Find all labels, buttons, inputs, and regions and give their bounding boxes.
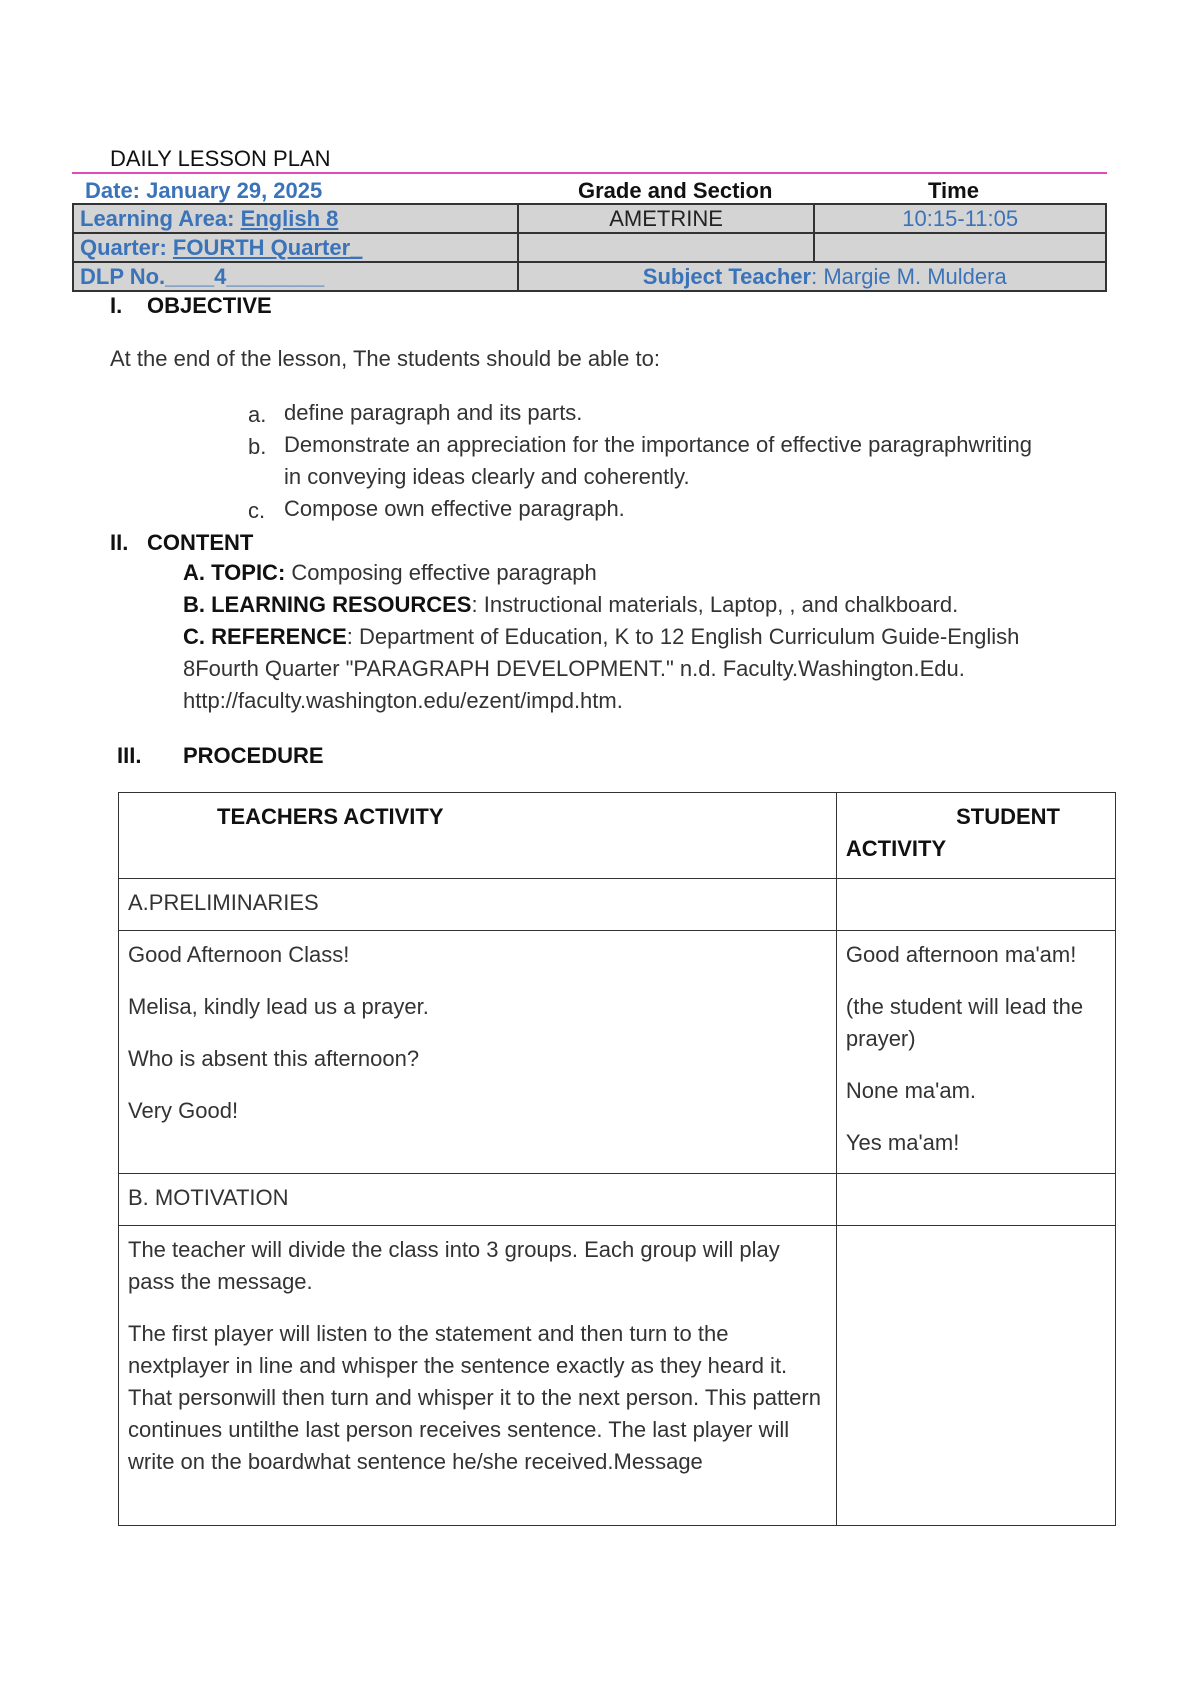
teacher-line: Very Good!: [128, 1098, 239, 1123]
student-header-line1: STUDENT: [956, 804, 1060, 829]
subject-teacher-cell: [518, 262, 1106, 291]
objective-heading: OBJECTIVE: [147, 293, 272, 318]
grade-section-value: AMETRINE: [518, 204, 815, 233]
learning-area-value: English 8: [240, 205, 339, 231]
empty-cell: [836, 879, 1115, 931]
topic-line: [183, 557, 597, 589]
time-value: 10:15-11:05: [814, 204, 1106, 233]
teacher-label: Subject Teacher: [642, 263, 812, 289]
objective-item: define paragraph and its parts.: [284, 400, 583, 425]
reference-line-2: 8Fourth Quarter "PARAGRAPH DEVELOPMENT." n.d. Faculty.Washington.Edu.: [183, 656, 965, 681]
reference-line: [183, 621, 1019, 653]
title-divider: [72, 172, 1107, 174]
student-line: (the student will lead the prayer): [845, 994, 1084, 1051]
motivation-paragraph: The teacher will divide the class into 3 groups. Each group will play pass the message.: [128, 1237, 780, 1294]
teacher-line: Melisa, kindly lead us a prayer.: [128, 994, 429, 1019]
student-line: None ma'am.: [845, 1078, 977, 1103]
objective-intro: At the end of the lesson, The students should be able to:: [110, 346, 660, 371]
objective-item-letter: a.: [248, 402, 267, 427]
reference-label: C. REFERENCE: [183, 624, 347, 649]
grade-section-label: Grade and Section: [578, 178, 773, 203]
motivation-paragraph: The first player will listen to the statement and then turn to the nextplayer in line and whisper the sentence exactly as they heard it. That personwill then turn and whisper it to the next person. This pattern continues untilthe last person receives sentence. The last player will write on the boardwhat sentence he/she received.Message: [128, 1321, 821, 1474]
quarter-prefix: Quarter:: [80, 234, 173, 260]
objective-num: I.: [110, 293, 123, 318]
resources-line: [183, 589, 958, 621]
motivation-label: B. MOTIVATION: [119, 1174, 837, 1226]
student-line: Yes ma'am!: [845, 1130, 960, 1155]
learning-area-cell: [73, 204, 518, 233]
objective-item-letter: c.: [248, 498, 266, 523]
content-heading: CONTENT: [147, 530, 254, 555]
motivation-instructions: [119, 1226, 837, 1526]
empty-cell: [518, 233, 815, 262]
empty-cell: [814, 233, 1106, 262]
time-label: Time: [928, 178, 979, 203]
student-preliminaries: [836, 931, 1115, 1174]
teacher-line: Who is absent this afternoon?: [128, 1046, 420, 1071]
resources-value: : Instructional materials, Laptop, , and chalkboard.: [471, 592, 959, 617]
teacher-line: Good Afternoon Class!: [128, 942, 350, 967]
teachers-activity-header: TEACHERS ACTIVITY: [119, 793, 837, 879]
doc-title: DAILY LESSON PLAN: [110, 146, 331, 171]
dlp-number: DLP No.____4________: [73, 262, 518, 291]
student-line: Good afternoon ma'am!: [845, 942, 1077, 967]
procedure-num: III.: [117, 743, 142, 768]
student-activity-header: [836, 793, 1115, 879]
procedure-heading: PROCEDURE: [183, 743, 324, 768]
procedure-table: [118, 792, 1116, 1526]
learning-area-prefix: Learning Area:: [80, 205, 241, 231]
empty-cell: [836, 1226, 1115, 1526]
teacher-preliminaries: [119, 931, 837, 1174]
student-header-line2: ACTIVITY: [845, 836, 947, 861]
date-label: Date: January 29, 2025: [85, 178, 323, 203]
resources-label: B. LEARNING RESOURCES: [183, 592, 472, 617]
lesson-info-table: [72, 203, 1107, 292]
preliminaries-label: A.PRELIMINARIES: [119, 879, 837, 931]
topic-value: Composing effective paragraph: [285, 560, 597, 585]
reference-value: : Department of Education, K to 12 English Curriculum Guide-English: [346, 624, 1020, 649]
quarter-value: FOURTH Quarter_: [172, 234, 363, 260]
empty-cell: [836, 1174, 1115, 1226]
topic-label: A. TOPIC:: [183, 560, 286, 585]
content-num: II.: [110, 530, 129, 555]
objective-item-letter: b.: [248, 434, 267, 459]
quarter-cell: [73, 233, 518, 262]
teacher-name: : Margie M. Muldera: [811, 263, 1007, 289]
objective-item-continued: in conveying ideas clearly and coherently.: [284, 464, 690, 489]
objective-item: Demonstrate an appreciation for the importance of effective paragraphwriting: [284, 432, 1033, 457]
objective-item: Compose own effective paragraph.: [284, 496, 625, 521]
reference-url: http://faculty.washington.edu/ezent/impd.htm.: [183, 688, 623, 713]
